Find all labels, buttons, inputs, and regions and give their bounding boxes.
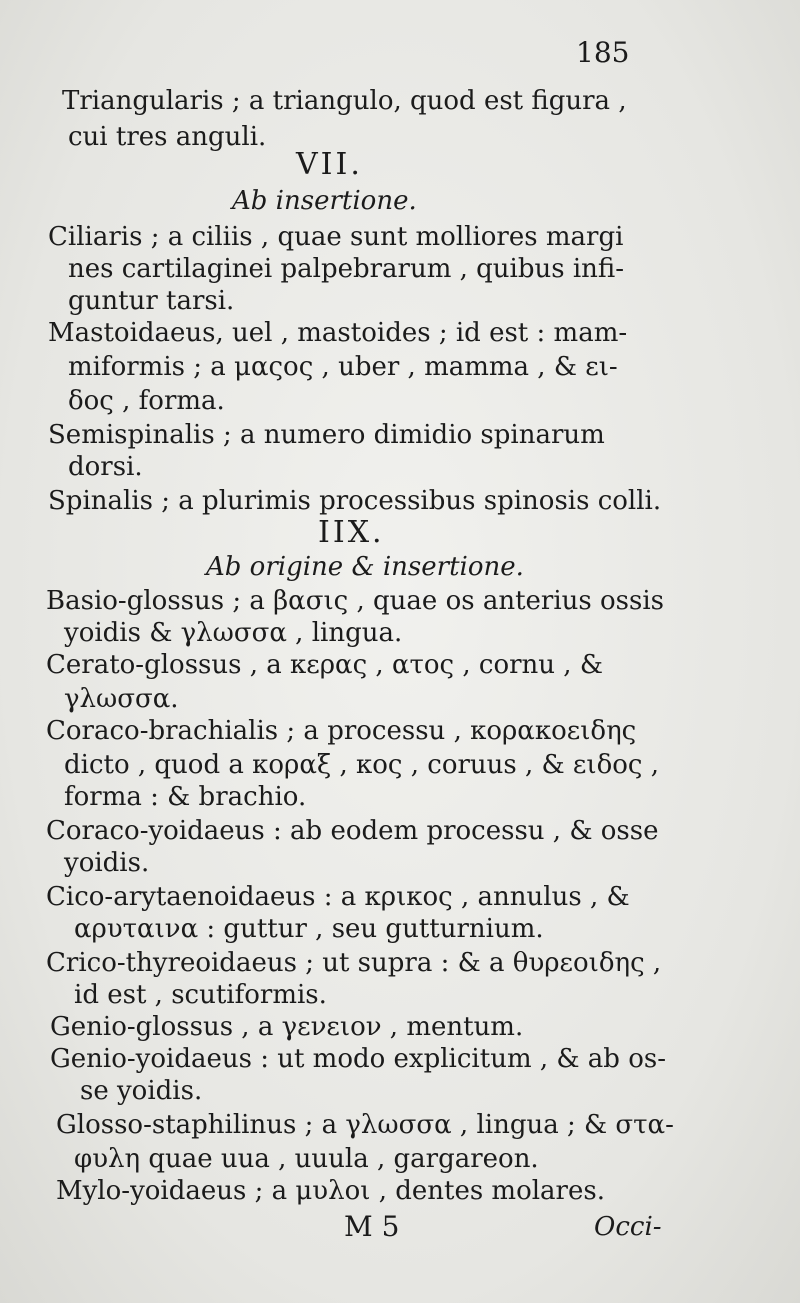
text-line-22: forma : & brachio. [64, 782, 307, 812]
text-line-17: yoidis & γλωσσα , lingua. [64, 618, 403, 648]
text-line-24: yoidis. [64, 848, 150, 878]
text-line-20: Coraco-brachialis ; a processu , κορακοειδης [46, 716, 637, 746]
text-line-9: miformis ; a μαςος , uber , mamma , & ει- [68, 352, 618, 382]
text-line-21: dicto , quod a κοραξ , κος , coruus , & ειδος , [64, 750, 659, 780]
catchword: Occi- [594, 1212, 662, 1242]
text-line-34: Mylo-yoidaeus ; a μυλοι , dentes molares. [56, 1176, 605, 1206]
section-subheading-insertione: Ab insertione. [232, 186, 417, 216]
text-line-7: guntur tarsi. [68, 286, 235, 316]
text-line-12: dorsi. [68, 452, 143, 482]
text-line-18: Cerato-glossus , a κερας , ατος , cornu , & [46, 650, 603, 680]
text-line-31: se yoidis. [80, 1076, 203, 1106]
text-line-27: Crico-thyreoidaeus ; ut supra : & a θυρεοιδης , [46, 948, 662, 978]
text-line-10: δος , forma. [68, 386, 225, 416]
text-line-8: Mastoidaeus, uel , mastoides ; id est : mam- [48, 318, 628, 348]
text-line-26: αρυταινα : guttur , seu gutturnium. [74, 914, 544, 944]
text-line-33: φυλη quae uua , uuula , gargareon. [74, 1144, 539, 1174]
section-heading-iix: IIX. [318, 515, 385, 550]
section-heading-vii: VII. [296, 147, 363, 182]
text-line-30: Genio-yoidaeus : ut modo explicitum , & ab os- [50, 1044, 666, 1074]
text-line-1: Triangularis ; a triangulo, quod est figura , [62, 86, 627, 116]
text-line-6: nes cartilaginei palpebrarum , quibus infi- [68, 254, 625, 284]
text-line-13: Spinalis ; a plurimis processibus spinosis colli. [48, 486, 662, 516]
section-subheading-origine: Ab origine & insertione. [206, 552, 524, 582]
text-line-19: γλωσσα. [64, 684, 179, 714]
signature-mark: M 5 [344, 1210, 400, 1243]
text-line-11: Semispinalis ; a numero dimidio spinarum [48, 420, 605, 450]
text-line-32: Glosso-staphilinus ; a γλωσσα , lingua ; & στα- [56, 1110, 674, 1140]
text-line-23: Coraco-yoidaeus : ab eodem processu , & osse [46, 816, 659, 846]
page-number: 185 [576, 36, 630, 69]
text-line-5: Ciliaris ; a ciliis , quae sunt molliores margi [48, 222, 624, 252]
text-line-28: id est , scutiformis. [74, 980, 327, 1010]
text-line-29: Genio-glossus , a γενειον , mentum. [50, 1012, 524, 1042]
text-line-25: Cico-arytaenoidaeus : a κρικος , annulus , & [46, 882, 630, 912]
text-line-2: cui tres anguli. [68, 122, 267, 152]
text-line-16: Basio-glossus ; a βασις , quae os anterius ossis [46, 586, 665, 616]
